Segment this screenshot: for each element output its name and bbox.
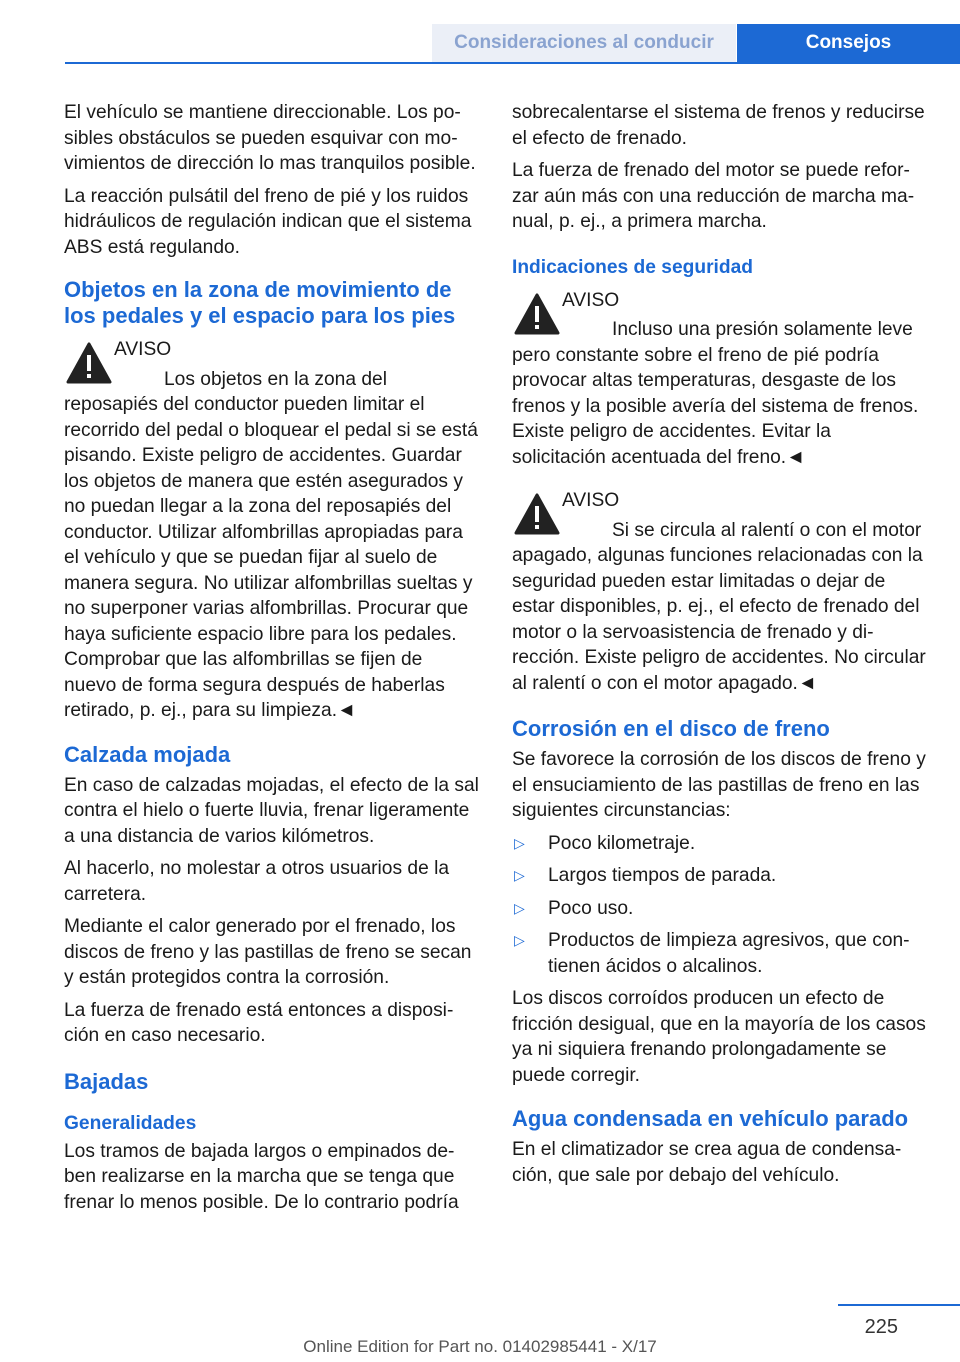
header-rule: [65, 62, 960, 64]
page-number: 225: [864, 1316, 898, 1338]
header-section-label: Consideraciones al conducir: [454, 32, 714, 53]
edition-note: Online Edition for Part no. 01402985441 - X/17: [303, 1337, 657, 1356]
warning-text: Si se circula al ralentí o con el motor apagado, algunas funciones relacionadas con la seguridad pueden estar limitadas o dejar de estar disponibles, p. ej., el efecto de frenado del motor o la servoasistencia de frenado y dirección. Existe peligro de accidentes. No circular al ralentí o con el motor apagado.◄: [512, 519, 926, 694]
left-column: [64, 100, 479, 1222]
paragraph: Mediante el calor generado por el frenado, los discos de freno y las pastillas de freno se secan y están protegidos contra la corrosión.: [64, 916, 472, 988]
warning-title: AVISO: [562, 490, 620, 511]
paragraph: Los tramos de bajada largos o empinados deben realizarse en la marcha que se tenga que frenar lo menos posible. De lo contrario podría: [64, 1140, 459, 1213]
header-chapter-tab: [737, 24, 960, 62]
paragraph: sobrecalentarse el sistema de frenos y reducirse el efecto de frenado.: [512, 102, 925, 149]
paragraph: La fuerza de frenado del motor se puede reforzar aún más con una reducción de marcha manual, p. ej., a primera marcha.: [512, 160, 915, 232]
triangle-bullet-icon: ▷: [514, 867, 525, 883]
right-column: [512, 100, 927, 1195]
warning-title: AVISO: [562, 289, 620, 311]
triangle-bullet-icon: ▷: [514, 834, 525, 851]
list-item: ▷ Poco kilometraje.: [512, 831, 927, 857]
paragraph: Los discos corroídos producen un efecto de fricción desigual, que en la mayoría de los casos ya ni siquiera frenando prolongadamente se puede corregir.: [512, 988, 926, 1086]
paragraph: El vehículo se mantiene direccionable. Los posibles obstáculos se pueden esquivar con movimientos de dirección lo mas tranquilos posible.: [64, 102, 476, 174]
warning-block: [64, 337, 479, 724]
paragraph: Se favorece la corrosión de los discos de freno y el ensuciamiento de las pastillas de freno en las siguientes circunstancias:: [512, 749, 926, 821]
heading-calzada: Calzada mojada: [64, 741, 231, 767]
heading-generalidades: Generalidades: [64, 1112, 197, 1134]
paragraph: La fuerza de frenado está entonces a disposición en caso necesario.: [64, 999, 454, 1046]
heading-corrosion: Corrosión en el disco de freno: [512, 716, 830, 741]
warning-triangle-icon: [64, 340, 114, 386]
footer-rule: [838, 1304, 960, 1306]
list-item: ▷ Largos tiempos de parada.: [512, 863, 927, 889]
triangle-bullet-icon: ▷: [514, 899, 525, 916]
warning-text: Los objetos en la zona del reposapiés del conductor pueden limitar el recorrido del pedal o bloquear el pedal si se está pisando. Existe peligro de accidentes. Guardar los objetos de manera que estén asegurados y no puedan llegar a la zona del reposapiés del conductor. Utilizar alfombrillas apropiadas para el vehículo y que se puedan fijar al suelo de manera segura. No utilizar alfombrillas sueltas y no superponer varias alfombrillas. Procurar que haya suficiente espacio libre para los pedales. Comprobar que las alfombrillas se fijen de nuevo de forma segura después de haberlas retirado, p. ej., para su limpieza.◄: [64, 368, 478, 721]
header-section-tab: [432, 24, 736, 62]
bullet-list: [512, 831, 927, 980]
paragraph: La reacción pulsátil del freno de pié y los ruidos hidráulicos de regulación indican que el sistema ABS está regulando.: [64, 185, 472, 258]
warning-triangle-icon: [512, 491, 562, 537]
warning-block: [512, 288, 927, 471]
list-item: ▷ Poco uso.: [512, 896, 927, 922]
heading-objetos: Objetos en la zona de movimiento de los pedales y el espacio para los pies: [64, 277, 456, 328]
list-item: ▷ Productos de limpieza agresivos, que contienen ácidos o alcalinos.: [512, 928, 927, 979]
heading-bajadas: Bajadas: [64, 1068, 149, 1094]
warning-block: [512, 488, 927, 696]
paragraph: Al hacerlo, no molestar a otros usuarios de la carretera.: [64, 858, 450, 905]
paragraph: En caso de calzadas mojadas, el efecto de la sal contra el hielo o fuerte lluvia, frenar ligeramente a una distancia de varios kilómetros.: [64, 774, 479, 847]
heading-indicaciones: Indicaciones de seguridad: [512, 256, 753, 278]
triangle-bullet-icon: ▷: [514, 932, 525, 948]
warning-text: Incluso una presión solamente leve pero constante sobre el freno de pié podría provocar altas temperaturas, desgaste de los frenos y la posible avería del sistema de frenos. Existe peligro de accidentes. Evitar la solicitación acentuada del freno.◄: [512, 319, 919, 468]
warning-title: AVISO: [114, 339, 172, 360]
heading-agua: Agua condensada en vehículo parado: [512, 1106, 909, 1131]
paragraph: En el climatizador se crea agua de condensación, que sale por debajo del vehículo.: [512, 1139, 902, 1186]
warning-triangle-icon: [512, 291, 562, 337]
header-chapter-label: Consejos: [805, 32, 892, 53]
